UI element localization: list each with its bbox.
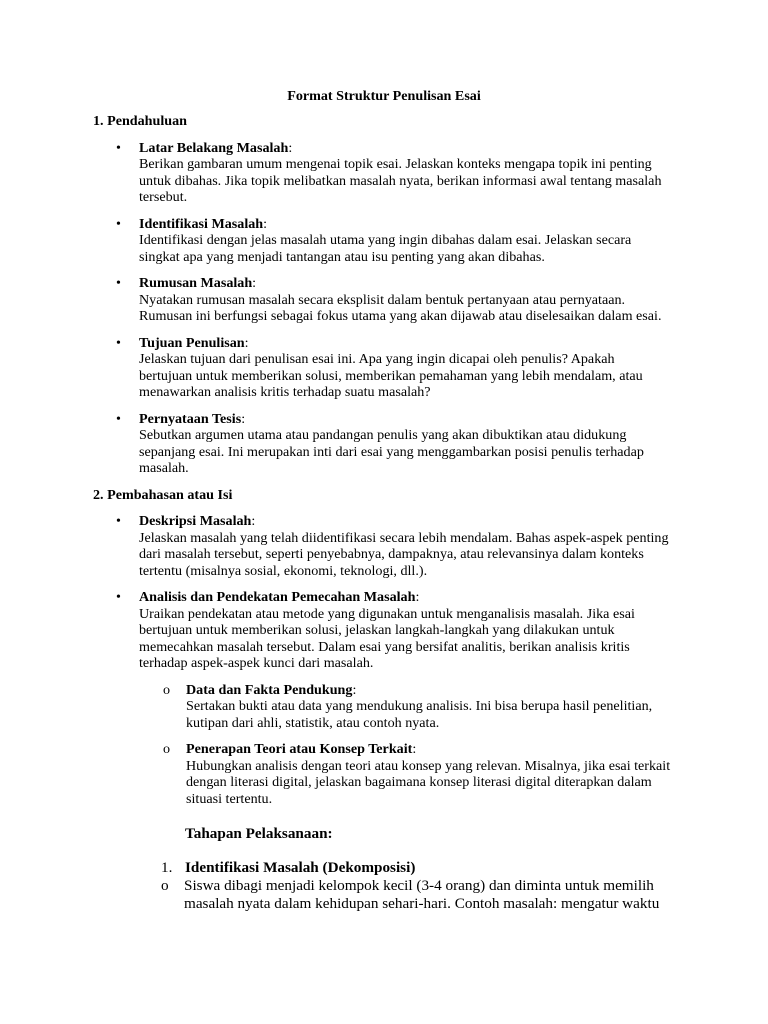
label-colon: : xyxy=(352,681,357,698)
item-label: Identifikasi Masalah xyxy=(139,215,264,232)
label-colon: : xyxy=(415,589,420,605)
item-label-line xyxy=(139,513,768,530)
item-text-line: dari masalah tersebut, seperti penyebabnya, dampaknya, atau relevansinya dalam konteks xyxy=(139,546,644,562)
bullet-marker: • xyxy=(116,589,121,605)
item-text-line: singkat apa yang menjadi tantangan atau isu penting yang akan dibahas. xyxy=(139,248,545,265)
bullet-marker: • xyxy=(116,275,121,291)
item-label: Pernyataan Tesis xyxy=(139,410,242,427)
section-heading-pendahuluan: 1. Pendahuluan xyxy=(93,113,187,129)
step-number: 1. xyxy=(161,859,173,877)
list-item-pernyataan-tesis xyxy=(116,410,768,477)
subitem-label-line xyxy=(186,682,768,699)
item-label: Tujuan Penulisan xyxy=(139,334,245,351)
subitem-text-line: situasi tertentu. xyxy=(186,790,273,807)
sub-bullet-marker: o xyxy=(161,877,169,895)
item-label: Rumusan Masalah xyxy=(139,275,253,291)
item-text-line: Jelaskan masalah yang telah diidentifikasi secara lebih mendalam. Bahas aspek-aspek penting xyxy=(139,529,669,546)
document-title: Format Struktur Penulisan Esai xyxy=(287,88,481,104)
subitem-label: Data dan Fakta Pendukung xyxy=(186,681,353,698)
item-label: Analisis dan Pendekatan Pemecahan Masalah xyxy=(139,589,416,605)
item-text-line: memecahkan masalah tersebut. Dalam esai yang bersifat analitis, berikan analisis kritis xyxy=(139,638,630,655)
bullet-marker: • xyxy=(116,334,121,351)
item-text-line: Sebutkan argumen utama atau pandangan penulis yang akan dibuktikan atau didukung xyxy=(139,427,627,443)
label-colon: : xyxy=(288,139,293,156)
subitem-text-line: dengan literasi digital, jelaskan bagaimana konsep literasi digital diterapkan dalam xyxy=(186,774,652,790)
bullet-marker: • xyxy=(116,139,121,156)
subitem-text-line: Sertakan bukti atau data yang mendukung analisis. Ini bisa berupa hasil penelitian, xyxy=(186,698,653,714)
step-sub-item xyxy=(161,877,768,913)
item-text-line: Nyatakan rumusan masalah secara eksplisit dalam bentuk pertanyaan atau pernyataan. xyxy=(139,291,626,308)
step-text-line: masalah nyata dalam kehidupan sehari-hari. Contoh masalah: mengatur waktu xyxy=(184,895,660,913)
subitem-label-line xyxy=(186,741,768,758)
item-label-line xyxy=(139,335,768,352)
item-text-line: Berikan gambaran umum mengenai topik esai. Jelaskan konteks mengapa topik ini penting xyxy=(139,156,652,172)
item-text-line: bertujuan untuk memberikan solusi, jelaskan langkah-langkah yang dilakukan untuk xyxy=(139,622,615,638)
list-item-latar-belakang-masalah xyxy=(116,139,768,206)
step-text-line: Siswa dibagi menjadi kelompok kecil (3-4 orang) dan diminta untuk memilih xyxy=(184,877,654,895)
label-colon: : xyxy=(244,334,249,351)
bullet-marker: • xyxy=(116,513,121,529)
list-item-identifikasi-masalah xyxy=(116,215,768,266)
item-label-line xyxy=(139,411,768,428)
item-label-line xyxy=(139,275,768,292)
list-item-rumusan-masalah xyxy=(116,275,768,325)
item-text-line: Identifikasi dengan jelas masalah utama yang ingin dibahas dalam esai. Jelaskan secara xyxy=(139,232,632,248)
item-label-line xyxy=(139,589,768,606)
item-label-line xyxy=(139,140,768,157)
label-colon: : xyxy=(252,275,257,291)
label-colon: : xyxy=(251,513,256,529)
step-item-identifikasi xyxy=(161,859,768,913)
bullet-marker: • xyxy=(116,215,121,232)
item-text-line: bertujuan untuk memberikan solusi, memberikan pemahaman yang lebih mendalam, atau xyxy=(139,367,643,384)
sub-list-item-penerapan-teori xyxy=(163,741,768,807)
bullet-marker: • xyxy=(116,410,121,427)
sub-bullet-marker: o xyxy=(163,681,171,698)
item-text-line: Rumusan ini berfungsi sebagai fokus utama yang akan dijawab atau diselesaikan dalam esai. xyxy=(139,308,662,324)
step-title: Identifikasi Masalah (Dekomposisi) xyxy=(185,859,416,877)
item-label-line xyxy=(139,216,768,233)
sub-list-item-data-fakta xyxy=(163,681,768,732)
section-heading-pembahasan: 2. Pembahasan atau Isi xyxy=(93,486,233,503)
list-item-deskripsi-masalah xyxy=(116,513,768,579)
sub-bullet-marker: o xyxy=(163,741,171,757)
tahapan-heading: Tahapan Pelaksanaan: xyxy=(185,825,333,843)
label-colon: : xyxy=(241,410,246,427)
item-text-line: Uraikan pendekatan atau metode yang digunakan untuk menganalisis masalah. Jika esai xyxy=(139,605,635,622)
subitem-text-line: Hubungkan analisis dengan teori atau konsep yang relevan. Misalnya, jika esai terkait xyxy=(186,757,671,774)
item-text-line: menawarkan analisis kritis terhadap suatu masalah? xyxy=(139,384,431,400)
item-text-line: untuk dibahas. Jika topik melibatkan masalah nyata, berikan informasi awal tentang masalah xyxy=(139,172,662,189)
item-text-line: sepanjang esai. Ini merupakan inti dari esai yang menggambarkan posisi penulis terhadap xyxy=(139,443,644,460)
item-text-line: Jelaskan tujuan dari penulisan esai ini. Apa yang ingin dicapai oleh penulis? Apakah xyxy=(139,351,615,367)
label-colon: : xyxy=(412,741,417,757)
item-text-line: tertentu (misalnya sosial, ekonomi, teknologi, dll.). xyxy=(139,562,428,579)
item-text-line: tersebut. xyxy=(139,189,188,205)
item-text-line: terhadap aspek-aspek kunci dari masalah. xyxy=(139,655,374,671)
item-label: Latar Belakang Masalah xyxy=(139,139,289,156)
item-label: Deskripsi Masalah xyxy=(139,513,252,529)
subitem-label: Penerapan Teori atau Konsep Terkait xyxy=(186,741,413,757)
item-text-line: masalah. xyxy=(139,460,189,476)
subitem-text-line: kutipan dari ahli, statistik, atau contoh nyata. xyxy=(186,714,440,731)
label-colon: : xyxy=(263,215,268,232)
list-item-analisis-pendekatan xyxy=(116,589,768,807)
list-item-tujuan-penulisan xyxy=(116,334,768,401)
